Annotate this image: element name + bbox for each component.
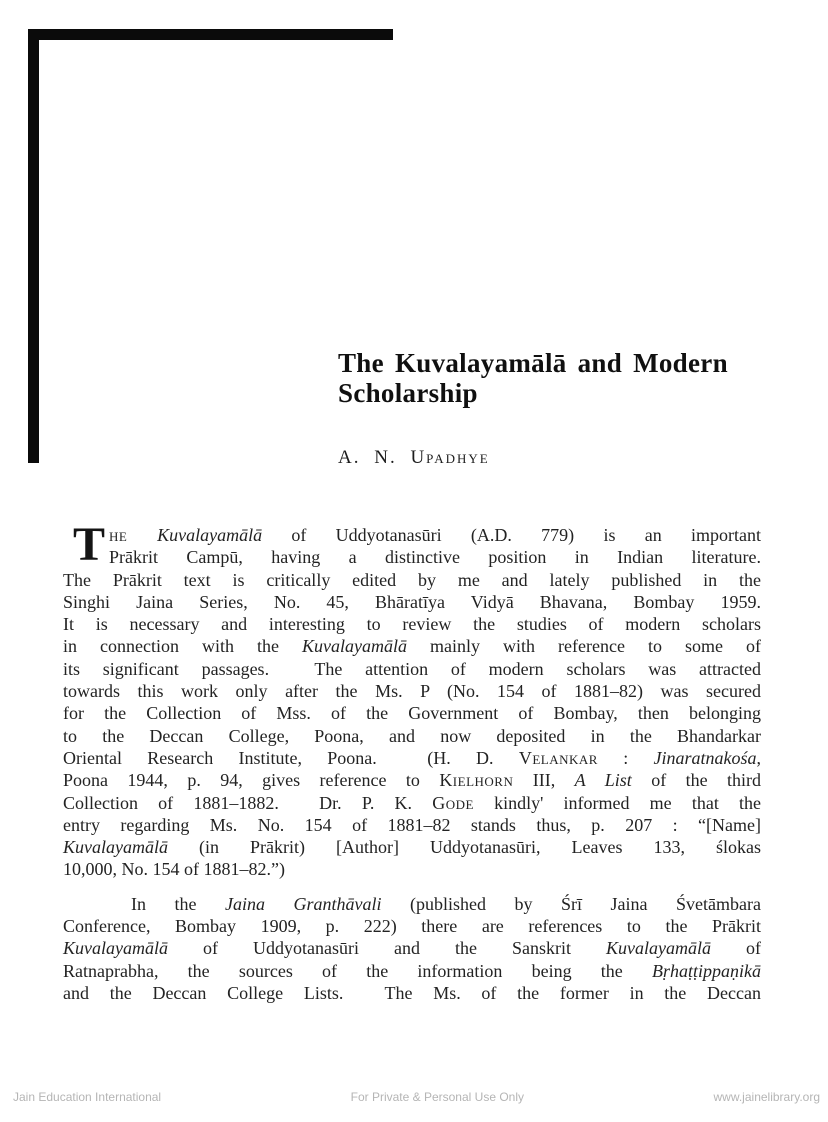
text-line: Kuvalayamālā of Uddyotanasūri and the Sanskrit Kuvalayamālā of xyxy=(63,938,762,959)
dropcap-letter: T xyxy=(72,518,105,571)
paragraph xyxy=(63,518,761,881)
text-line: Ratnaprabha, the sources of the information being the Bṛhaṭṭippaṇikā xyxy=(63,960,761,981)
footer-usage-note: For Private & Personal Use Only xyxy=(350,1090,525,1104)
text-line: towards this work only after the Ms. P (No. 154 of 1881–82) was secured xyxy=(63,681,761,702)
text-line: Poona 1944, p. 94, gives reference to Kielhorn III, A List of the third xyxy=(63,770,761,791)
article-title-line-1: The Kuvalayamālā and Modern xyxy=(338,348,728,378)
article-title xyxy=(338,348,768,408)
text-line: The Prākrit text is critically edited by me and lately published in the xyxy=(63,569,761,590)
paragraph xyxy=(63,893,761,1004)
scan-edge-artifact-vertical xyxy=(28,29,39,463)
article-title-line-2: Scholarship xyxy=(338,378,478,408)
text-line: 10,000, No. 154 of 1881–82.”) xyxy=(63,859,285,880)
text-line: and the Deccan College Lists. The Ms. of the former in the Deccan xyxy=(63,982,761,1003)
footer-website: www.jainelibrary.org xyxy=(713,1090,820,1104)
article-body xyxy=(63,518,762,1004)
text-line: for the Collection of Mss. of the Government of Bombay, then belonging xyxy=(63,703,761,724)
text-line: in connection with the Kuvalayamālā mainly with reference to some of xyxy=(63,636,761,657)
text-line: to the Deccan College, Poona, and now deposited in the Bhandarkar xyxy=(63,725,761,746)
text-line: Singhi Jaina Series, No. 45, Bhāratīya Vidyā Bhavana, Bombay 1959. xyxy=(63,591,761,612)
text-line: Kuvalayamālā (in Prākrit) [Author] Uddyotanasūri, Leaves 133, ślokas xyxy=(63,837,761,858)
text-line: Conference, Bombay 1909, p. 222) there are references to the Prākrit xyxy=(63,916,761,937)
text-line: entry regarding Ms. No. 154 of 1881–82 stands thus, p. 207 : “[Name] xyxy=(63,814,761,835)
title-block xyxy=(338,348,768,469)
text-line: In the Jaina Granthāvali (published by Śrī Jaina Śvetāmbara xyxy=(131,893,761,914)
page-footer xyxy=(0,1090,828,1104)
text-line: Collection of 1881–1882. Dr. P. K. Gode kindly' informed me that the xyxy=(63,792,761,813)
scan-edge-artifact-horizontal xyxy=(28,29,393,40)
text-line: Prākrit Campū, having a distinctive position in Indian literature. xyxy=(109,547,761,568)
article-author: A. N. Upadhye xyxy=(338,447,490,468)
text-line: It is necessary and interesting to review the studies of modern scholars xyxy=(63,614,761,635)
text-line: its significant passages. The attention of modern scholars was attracted xyxy=(63,658,761,679)
footer-publisher: Jain Education International xyxy=(13,1090,162,1104)
text-line: he Kuvalayamālā of Uddyotanasūri (A.D. 779) is an important xyxy=(109,525,761,545)
text-line: Oriental Research Institute, Poona. (H. D. Velankar : Jinaratnakośa, xyxy=(63,747,761,768)
